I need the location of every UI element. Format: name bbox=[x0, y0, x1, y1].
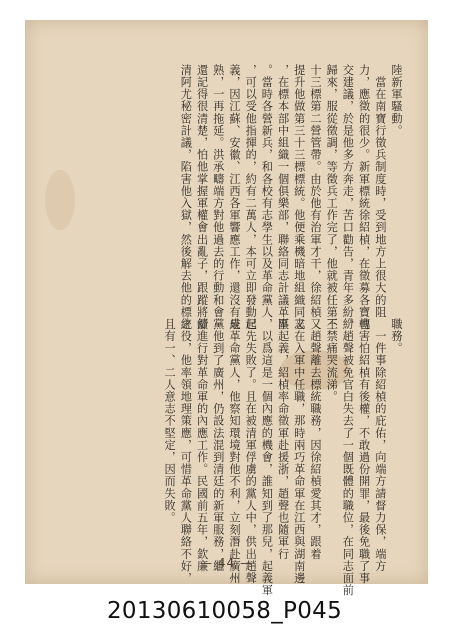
lower-text-block: 職務。 一件事除紹楨的庇佑，向端方請督力保，端方 也害怕紹楨有後權，不敢過份開罪，最後免職了事 。趙聲被免官白失去了一個既體的職位，在同志面前 不禁痛哭流涕。 趙聲離去標統職務，因徐紹楨愛其才，跟着 又在入軍中任職，那時兩巧革命軍在江西與湖南邊 區起義，紹楨率命徵軍赴援浙，趙聲也隨軍行 ，以爲這是一個內應的機會，誰知到了那兒，起義軍 已先失敗了。且在被清軍俘虜的黨人中，供出趙聲 是革命黨人，他察知環境對他不利，立刻潛赴廣州 他到了廣州，仍設法混到清廷的新軍服務，繼 續進行對革命軍的內應工作。民國前五年，欽廉 之役，他率領地理策應，可惜革命黨人聯絡不好， 且有一、二人意志不堅定，因而失敗。 bbox=[163, 318, 403, 597]
page-number: — 44 — bbox=[200, 556, 253, 570]
upper-text-block: 陸新軍騷動。 當在南寶行徵兵制度時，受到地方上很大的阻 力，應徵的很少。新軍標統徐紹楨，在徵募各寶轉 交建議，於是他多方奔走，苦口勸告，青年多紛紛 歸來，服從徵調，等徵兵工作完了，他就被任第三 十三標第二營管帶。由於他有治軍才干，徐紹楨又 提升他做第三十三標標統。他便乘機暗地組織同志 ，在標本部中組織一個俱樂部，聯絡同志計議革事 。當時各營新兵，和各校有志學生以及革命黨人 ，可以受他指揮的，約有二萬人，本可立即發動起 義，因江蘇、安徽、江西各軍響應工作，還沒有成 熟，一再拖延。洪承疇端方對他過去的行動和會黨 還記得很清楚，怕他掌握軍權會出亂子，跟蹤將舒 清阿尤秘密計議，陷害他入獄，然後解去他的標統 bbox=[179, 64, 403, 331]
image-caption: 20130610058_P045 bbox=[106, 598, 343, 624]
book-page bbox=[25, 20, 428, 597]
page-stain bbox=[45, 170, 75, 230]
